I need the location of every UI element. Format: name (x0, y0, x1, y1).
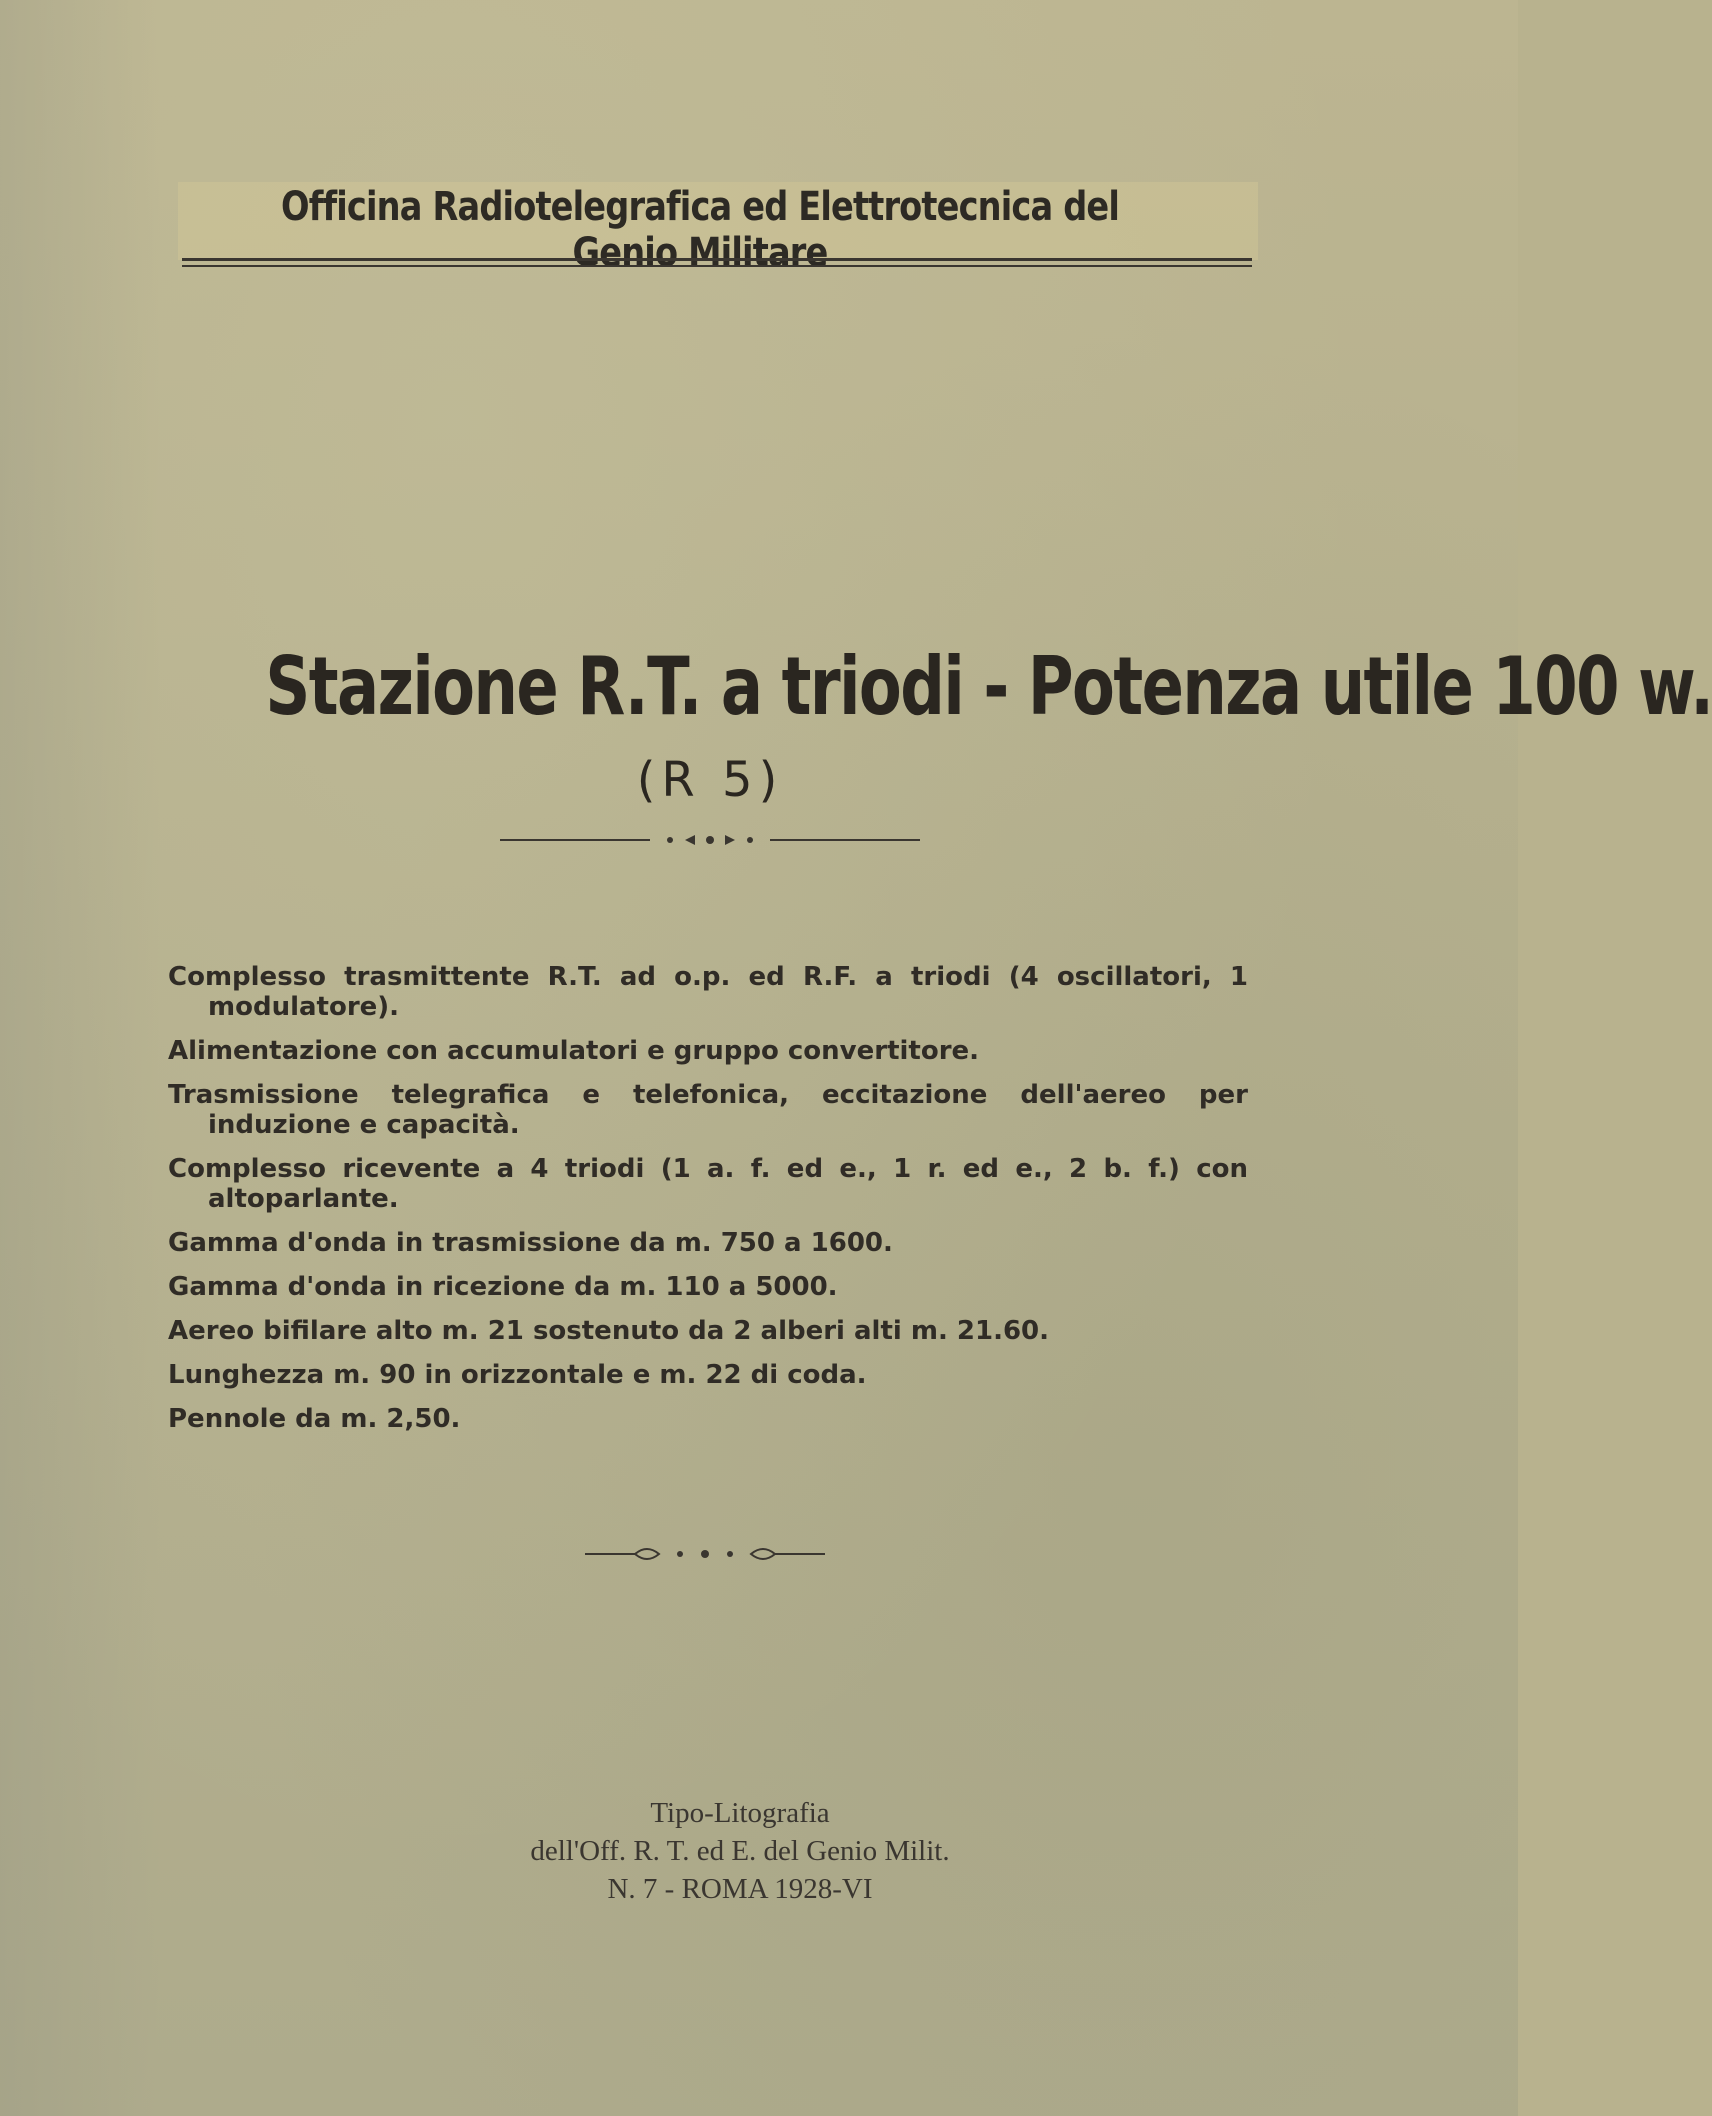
publisher-underline (182, 258, 1252, 267)
specifications-list (168, 962, 1248, 1448)
document-subtitle: (R 5) (636, 752, 784, 808)
spec-item: Lunghezza m. 90 in orizzontale e m. 22 di coda. (168, 1360, 867, 1390)
closing-ornament (585, 1542, 825, 1566)
imprint-line: N. 7 - ROMA 1928-VI (607, 1873, 873, 1905)
spec-item: Gamma d'onda in ricezione da m. 110 a 5000. (168, 1272, 838, 1302)
document-title: Stazione R.T. a triodi - Potenza utile 100 w. (265, 640, 1712, 733)
imprint-line: dell'Off. R. T. ed E. del Genio Milit. (530, 1835, 950, 1867)
imprint-line: Tipo-Litografia (650, 1797, 830, 1829)
printer-imprint (360, 1794, 1120, 1908)
publisher-heading: Officina Radiotelegrafica ed Elettrotecnica del Genio Militare (280, 184, 1120, 276)
spec-item: Pennole da m. 2,50. (168, 1404, 461, 1434)
spec-item: Gamma d'onda in trasmissione da m. 750 a 1600. (168, 1228, 893, 1258)
page-edge-shade (0, 0, 160, 2116)
title-divider-ornament (500, 830, 920, 850)
spec-item: Trasmissione telegrafica e telefonica, eccitazione dell'aereo per induzione e capacità. (168, 1080, 1248, 1140)
spec-item: Alimentazione con accumulatori e gruppo convertitore. (168, 1036, 980, 1066)
spec-item: Aereo bifilare alto m. 21 sostenuto da 2 alberi alti m. 21.60. (168, 1316, 1050, 1346)
spec-item: Complesso trasmittente R.T. ad o.p. ed R.F. a triodi (4 oscillatori, 1 modulatore). (168, 962, 1248, 1022)
spec-item: Complesso ricevente a 4 triodi (1 a. f. ed e., 1 r. ed e., 2 b. f.) con altoparlante. (168, 1154, 1248, 1214)
